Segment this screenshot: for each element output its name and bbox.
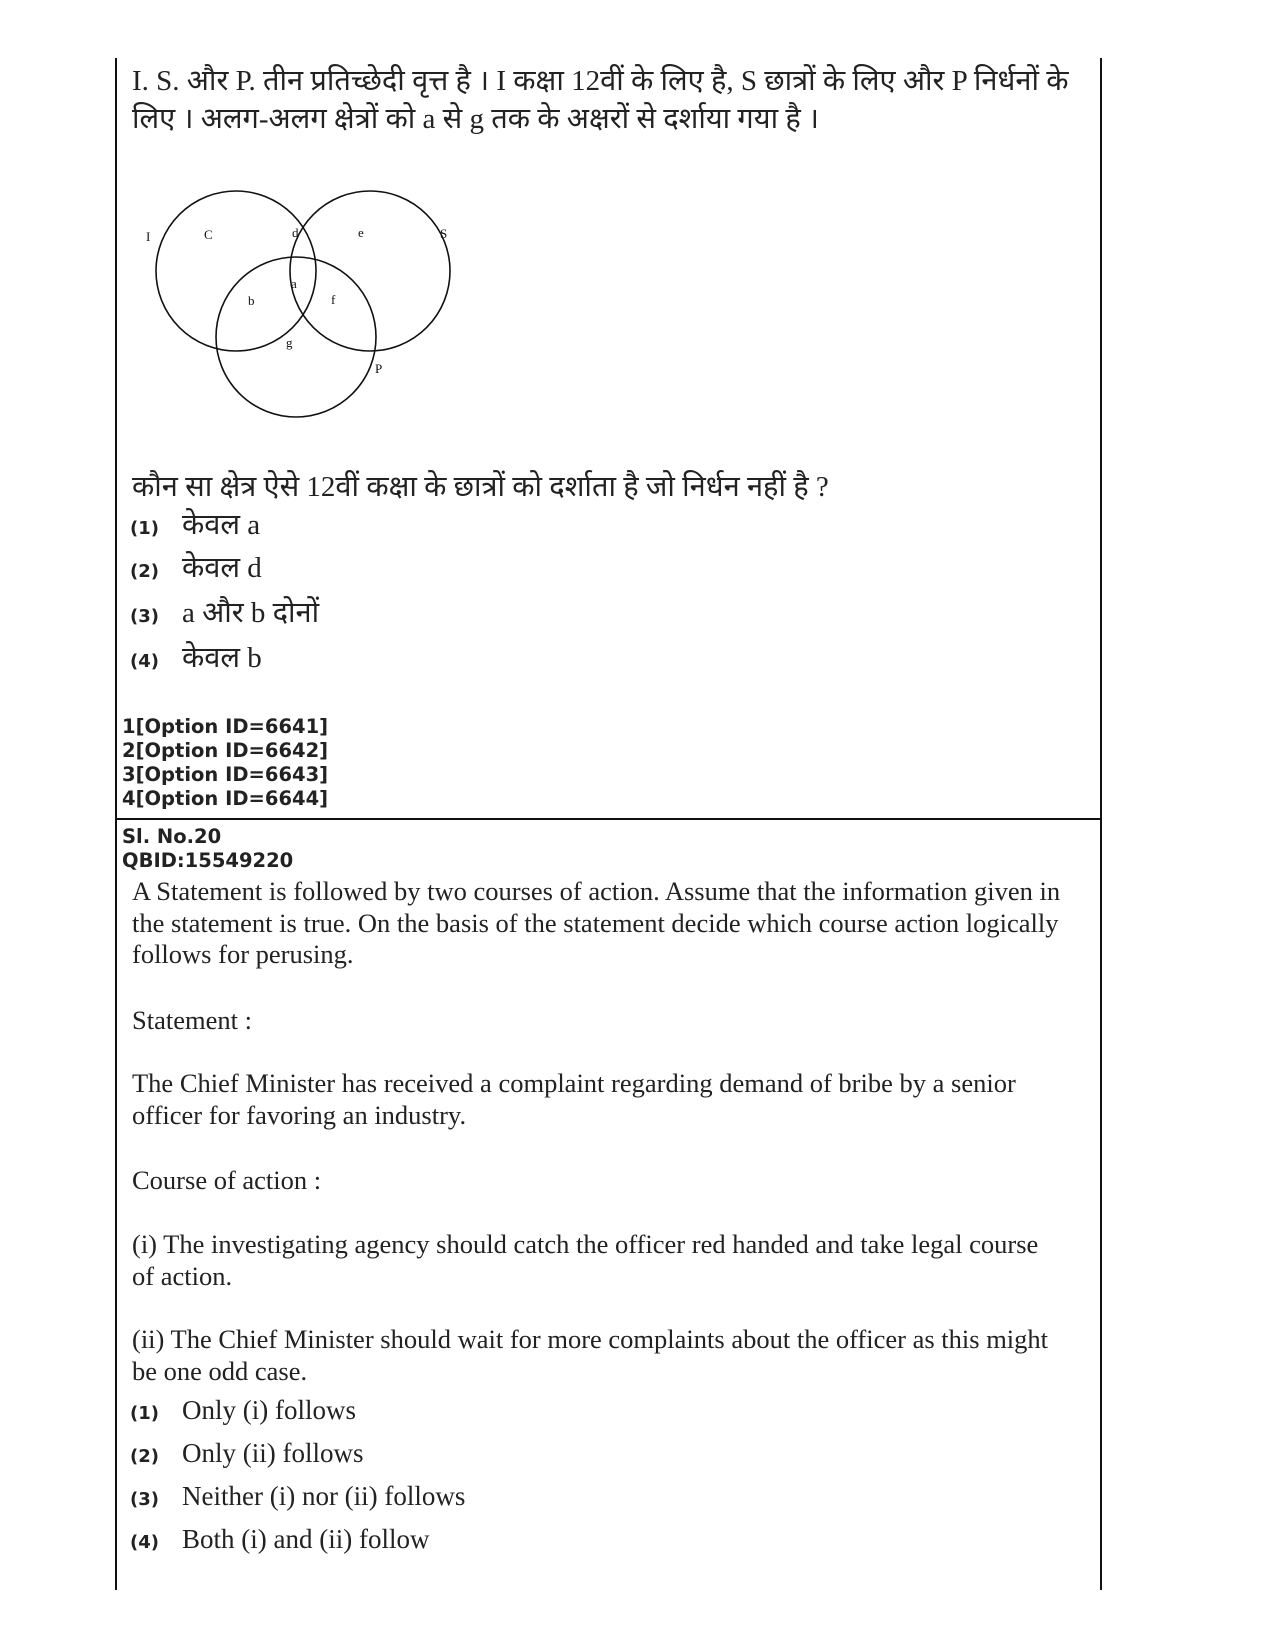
option-number: (1) [130, 1403, 159, 1424]
q19-intro: I. S. और P. तीन प्रतिच्छेदी वृत्त है । I कक्षा 12वीं के लिए है, S छात्रों के लिए और P निर्धनों के लिए । अलग-अलग क्षेत्रों को a से g तक के अक्षरों से दर्शाया गया है । [132, 65, 1069, 135]
q19-option-3 [130, 592, 319, 631]
q20-option-1 [130, 1395, 356, 1426]
option-number: (3) [130, 606, 159, 627]
qbid: QBID:15549220 [122, 849, 294, 872]
option-number: (2) [130, 561, 159, 582]
venn-label-s: S [440, 226, 448, 241]
venn-circle-s [290, 191, 450, 351]
option-text: केवल a [182, 509, 261, 541]
option-number: (4) [130, 1532, 159, 1553]
option-text: Neither (i) nor (ii) follows [182, 1481, 466, 1511]
q20-statement: The Chief Minister has received a complaint regarding demand of bribe by a senior officer for favoring an industry. [132, 1068, 1016, 1130]
option-text: Both (i) and (ii) follow [182, 1524, 430, 1554]
option-id-4: 4[Option ID=6644] [122, 787, 329, 810]
venn-region-a: a [291, 276, 297, 291]
option-number: (1) [130, 518, 159, 539]
q19-option-4 [130, 637, 262, 676]
serial-number: Sl. No.20 [122, 825, 222, 848]
q20-statement-heading: Statement : [132, 1005, 252, 1035]
option-id-3: 3[Option ID=6643] [122, 763, 329, 786]
question-divider [115, 818, 1102, 820]
option-id-list [122, 715, 328, 811]
venn-region-c: C [204, 227, 213, 242]
venn-circle-i [156, 191, 316, 351]
option-text: Only (ii) follows [182, 1438, 364, 1468]
q20-course-1: (i) The investigating agency should catch the officer red handed and take legal course of action. [132, 1229, 1039, 1291]
q20-option-3 [130, 1481, 465, 1512]
option-id-1: 1[Option ID=6641] [122, 715, 329, 738]
venn-region-b: b [248, 293, 255, 308]
q20-intro: A Statement is followed by two courses of action. Assume that the information given in the statement is true. On the basis of the statement decide which course action logically follows for perusing. [132, 876, 1061, 969]
venn-label-i: I [146, 229, 151, 244]
option-text: a और b दोनों [182, 597, 320, 629]
q19-option-2 [130, 547, 262, 586]
venn-region-e: e [358, 225, 364, 240]
option-number: (4) [130, 651, 159, 672]
venn-region-d: d [292, 225, 299, 240]
q20-option-2 [130, 1438, 364, 1469]
venn-region-g: g [286, 335, 293, 350]
option-number: (2) [130, 1446, 159, 1467]
option-number: (3) [130, 1489, 159, 1510]
option-text: केवल b [182, 642, 262, 674]
venn-label-p: P [375, 361, 383, 376]
q20-course-2: (ii) The Chief Minister should wait for more complaints about the officer as this might be one odd case. [132, 1324, 1049, 1386]
option-id-2: 2[Option ID=6642] [122, 739, 329, 762]
q20-option-4 [130, 1524, 429, 1555]
q19-question: कौन सा क्षेत्र ऐसे 12वीं कक्षा के छात्रों को दर्शाता है जो निर्धन नहीं है ? [132, 471, 829, 503]
venn-diagram [140, 175, 480, 435]
q20-meta [122, 825, 293, 873]
q19-option-1 [130, 504, 260, 543]
q20-course-heading: Course of action : [132, 1165, 322, 1195]
option-text: Only (i) follows [182, 1395, 356, 1425]
venn-region-f: f [331, 292, 336, 307]
option-text: केवल d [182, 552, 262, 584]
